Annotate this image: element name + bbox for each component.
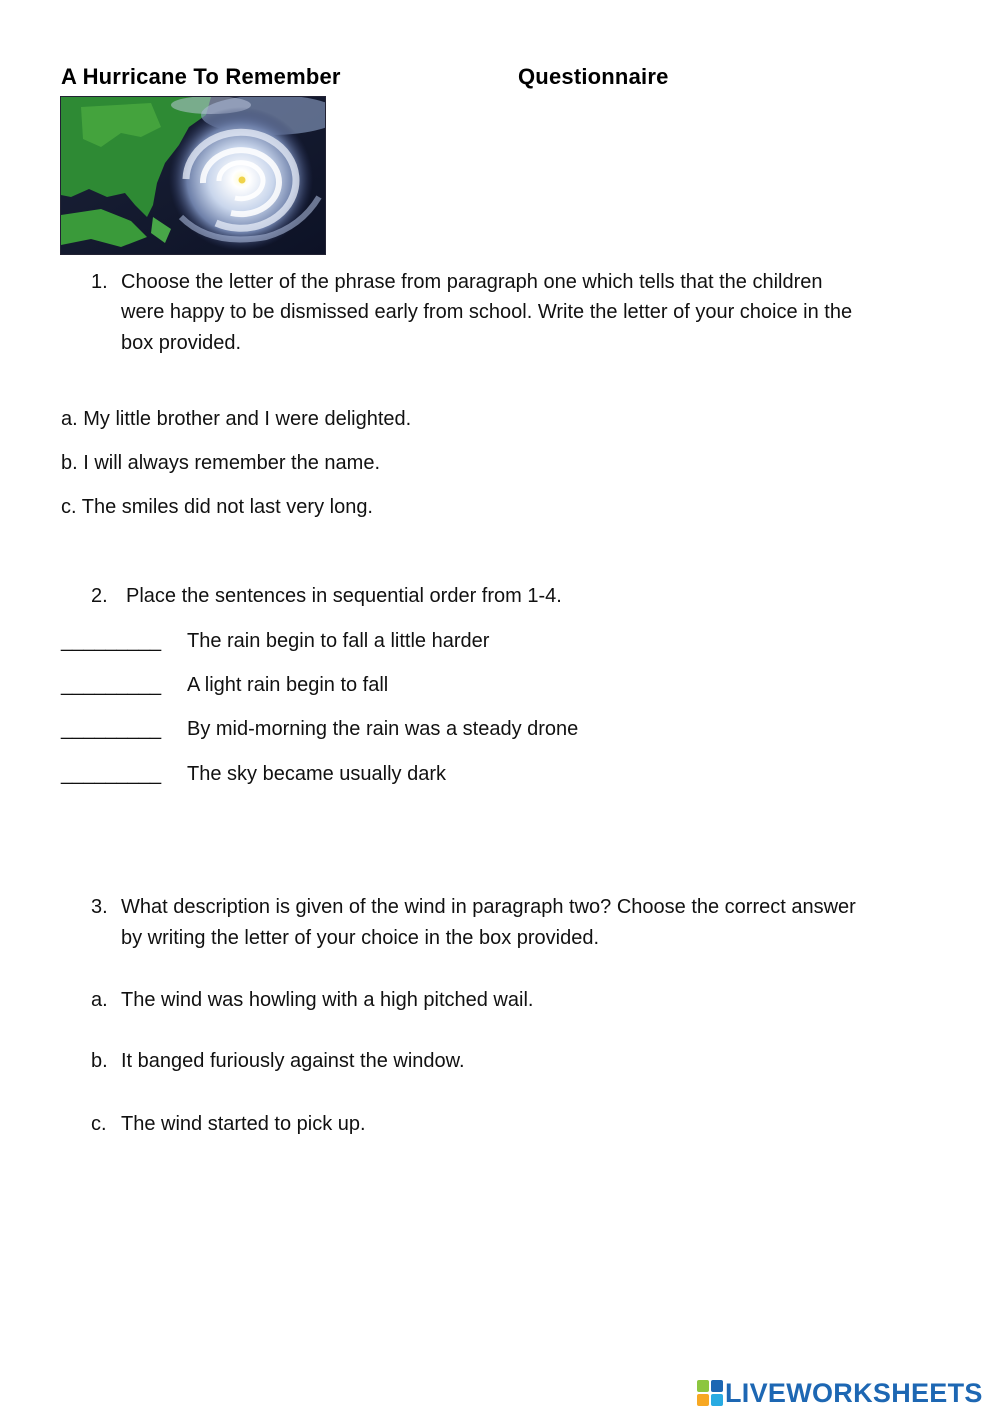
question-3-option-a-text: The wind was howling with a high pitched wail.: [121, 989, 534, 1011]
liveworksheets-logo[interactable]: [697, 1376, 983, 1410]
sequence-sentence-4: The sky became usually dark: [187, 763, 447, 785]
question-1-option-b: b. I will always remember the name.: [61, 452, 381, 474]
answer-blank-2[interactable]: _________: [61, 674, 162, 696]
question-3-option-a-letter: a.: [91, 989, 108, 1011]
worksheet-subtitle: Questionnaire: [518, 64, 669, 89]
question-1-text-line-1: Choose the letter of the phrase from paragraph one which tells that the children: [121, 271, 823, 293]
sequence-sentence-3: By mid-morning the rain was a steady drone: [187, 718, 579, 740]
question-3-option-b-text: It banged furiously against the window.: [121, 1050, 465, 1072]
question-3-number: 3.: [91, 896, 108, 918]
sequence-sentence-2: A light rain begin to fall: [187, 674, 389, 696]
liveworksheets-icon: [697, 1380, 723, 1406]
sequence-sentence-1: The rain begin to fall a little harder: [187, 630, 490, 652]
question-2-prompt: Place the sentences in sequential order from 1-4.: [126, 585, 562, 607]
question-3-option-b-letter: b.: [91, 1050, 108, 1072]
question-3-option-c-letter: c.: [91, 1113, 107, 1135]
liveworksheets-logo-text: LIVEWORKSHEETS: [725, 1377, 983, 1408]
answer-blank-3[interactable]: _________: [61, 718, 162, 740]
worksheet-title: A Hurricane To Remember: [61, 64, 341, 89]
answer-blank-1[interactable]: _________: [61, 630, 162, 652]
hurricane-satellite-image: [60, 96, 326, 255]
question-1-option-a: a. My little brother and I were delighted.: [61, 408, 412, 430]
question-2-number: 2.: [91, 585, 108, 607]
question-1-text-line-3: box provided.: [121, 332, 242, 354]
question-3-text-line-1: What description is given of the wind in paragraph two? Choose the correct answer: [121, 896, 856, 918]
question-3-option-c-text: The wind started to pick up.: [121, 1113, 366, 1135]
question-1-text-line-2: were happy to be dismissed early from school. Write the letter of your choice in the: [121, 301, 853, 323]
question-1-number: 1.: [91, 271, 108, 293]
question-3-text-line-2: by writing the letter of your choice in the box provided.: [121, 927, 600, 949]
answer-blank-4[interactable]: _________: [61, 763, 162, 785]
question-1-option-c: c. The smiles did not last very long.: [61, 496, 373, 518]
